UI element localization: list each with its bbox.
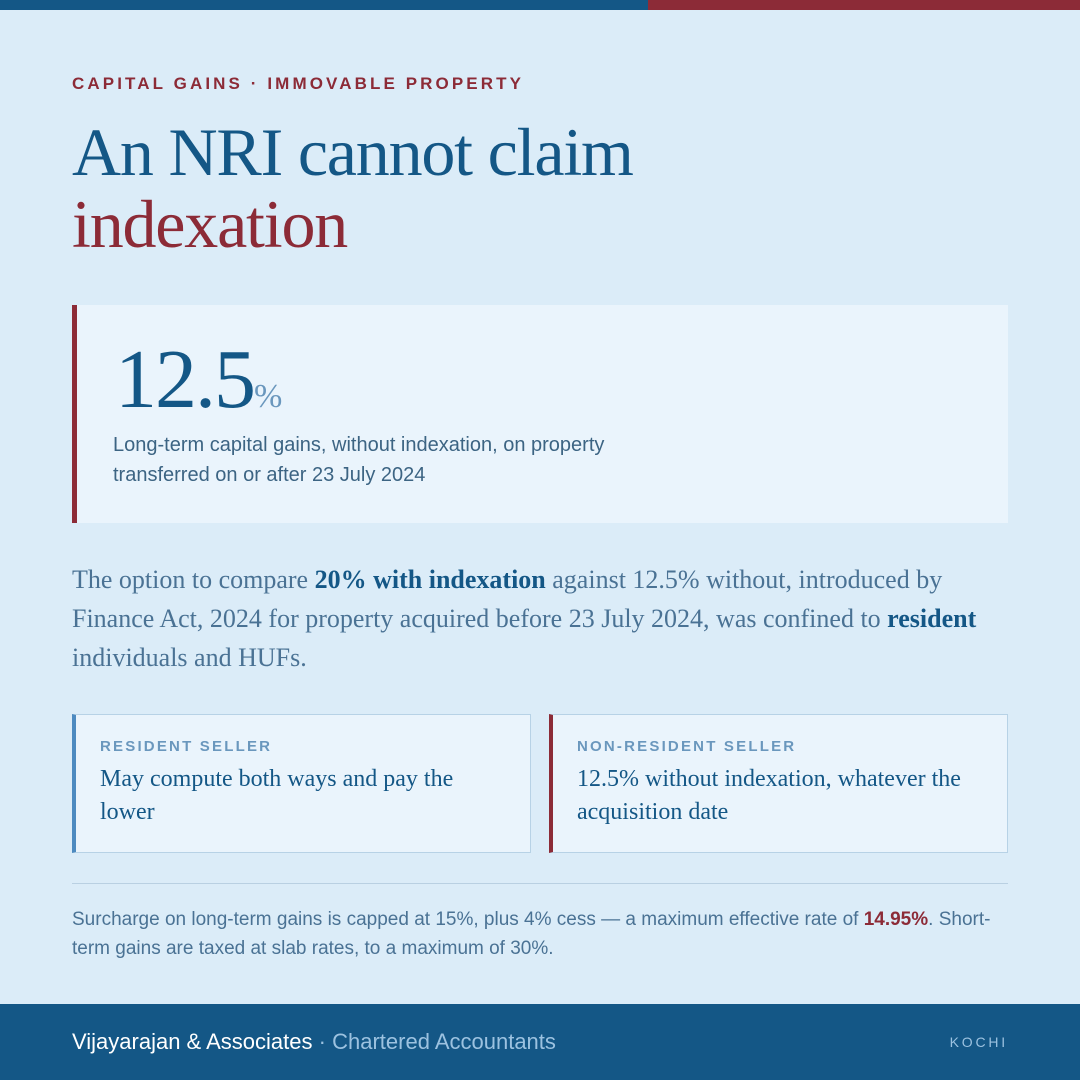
divider xyxy=(72,883,1008,884)
top-accent-bar xyxy=(0,0,1080,10)
card-label: NON-RESIDENT SELLER xyxy=(577,738,797,755)
top-accent-blue xyxy=(0,0,648,10)
stat-unit: % xyxy=(254,378,283,415)
eyebrow-category: CAPITAL GAINS · IMMOVABLE PROPERTY xyxy=(72,74,525,93)
para-text-2: against 12.5% without, introduced by Finance Act, 2024 for property acquired before 23 July 2024, was confined to xyxy=(72,565,943,633)
page-title xyxy=(72,116,633,260)
note-text-2: . Short-term gains are taxed at slab rates, to a maximum of 30%. xyxy=(72,909,991,959)
card-text: 12.5% without indexation, whatever the acquisition date xyxy=(577,766,961,825)
stat-callout xyxy=(72,305,1008,523)
footnote xyxy=(72,905,1008,963)
card-non-resident-seller xyxy=(549,714,1008,853)
footer-city: KOCHI xyxy=(949,1034,1008,1050)
stat-description: Long-term capital gains, without indexation, on property transferred on or after 23 July 2024 xyxy=(113,434,605,486)
stat-value: 12.5 xyxy=(115,333,254,426)
firm-role: Chartered Accountants xyxy=(332,1029,556,1054)
note-highlight-rate: 14.95% xyxy=(863,909,929,930)
firm-name: Vijayarajan & Associates xyxy=(72,1029,313,1054)
card-text: May compute both ways and pay the lower xyxy=(100,766,454,825)
para-bold-1: 20% with indexation xyxy=(314,565,546,594)
footer-bar xyxy=(0,1004,1080,1080)
top-accent-red xyxy=(648,0,1080,10)
card-resident-seller xyxy=(72,714,531,853)
stat-value-wrap xyxy=(115,335,282,442)
para-bold-2: resident xyxy=(887,604,977,633)
footer-separator: · xyxy=(318,1029,326,1054)
title-line-1: An NRI cannot claim xyxy=(72,114,633,190)
para-text-3: individuals and HUFs. xyxy=(72,643,307,672)
card-label: RESIDENT SELLER xyxy=(100,738,273,755)
body-paragraph xyxy=(72,560,1012,677)
title-line-2: indexation xyxy=(72,186,348,262)
para-text-1: The option to compare xyxy=(72,565,315,594)
note-text-1: Surcharge on long-term gains is capped at 15%, plus 4% cess — a maximum effective rate of xyxy=(72,909,864,930)
footer-firm-line xyxy=(72,1028,556,1056)
